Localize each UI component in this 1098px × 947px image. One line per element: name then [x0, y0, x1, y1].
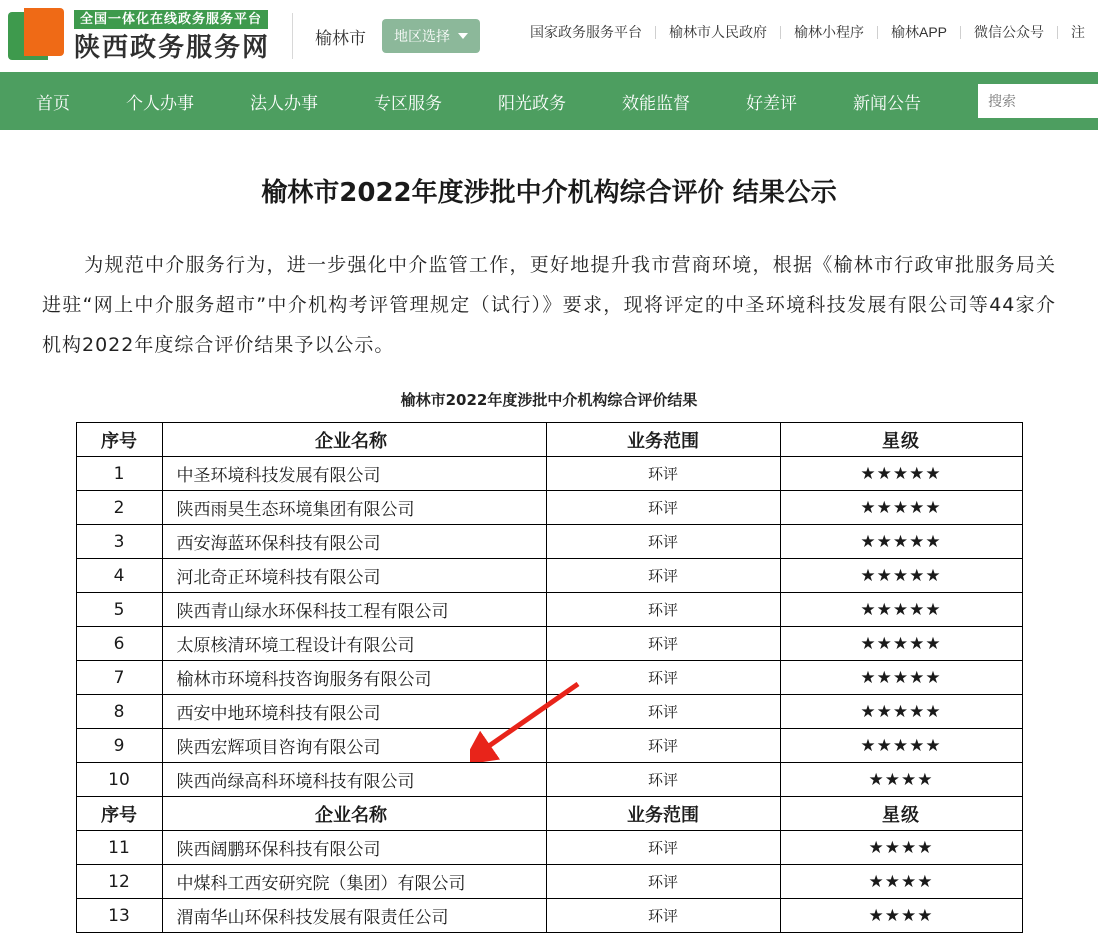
logo-subtitle: 全国一体化在线政务服务平台 — [74, 10, 268, 29]
cell-index: 13 — [76, 899, 162, 933]
table-row — [76, 661, 1022, 695]
cell-company: 太原核清环境工程设计有限公司 — [162, 627, 546, 661]
cell-stars: ★★★★ — [780, 831, 1022, 865]
cell-index: 8 — [76, 695, 162, 729]
header-link-national-platform[interactable]: 国家政务服务平台 — [529, 24, 642, 40]
nav-item-news[interactable]: 新闻公告 — [853, 93, 921, 113]
cell-stars: ★★★★ — [780, 899, 1022, 933]
table-row — [76, 559, 1022, 593]
table-row — [76, 457, 1022, 491]
cell-company: 榆林市环境科技咨询服务有限公司 — [162, 661, 546, 695]
cell-index: 12 — [76, 865, 162, 899]
cell-stars: ★★★★★ — [780, 729, 1022, 763]
nav-item-personal[interactable]: 个人办事 — [126, 93, 194, 113]
logo-icon — [8, 8, 64, 64]
search-input[interactable] — [978, 84, 1098, 118]
table-row — [76, 627, 1022, 661]
current-city-label: 榆林市 — [315, 28, 367, 48]
cell-company: 河北奇正环境科技有限公司 — [162, 559, 546, 593]
col-header-scope: 业务范围 — [546, 797, 780, 831]
chevron-down-icon — [458, 33, 468, 39]
cell-scope: 环评 — [546, 627, 780, 661]
col-header-index: 序号 — [76, 797, 162, 831]
cell-company: 陕西尚绿高科环境科技有限公司 — [162, 763, 546, 797]
header-links — [517, 22, 1098, 42]
nav-item-sunshine-government[interactable]: 阳光政务 — [498, 93, 566, 113]
table-row — [76, 899, 1022, 933]
cell-company: 陕西雨昊生态环境集团有限公司 — [162, 491, 546, 525]
cell-stars: ★★★★ — [780, 763, 1022, 797]
cell-scope: 环评 — [546, 593, 780, 627]
main-navigation — [0, 72, 1098, 130]
cell-company: 中煤科工西安研究院（集团）有限公司 — [162, 865, 546, 899]
header-link-miniprogram[interactable]: 榆林小程序 — [793, 24, 864, 40]
cell-company: 西安中地环境科技有限公司 — [162, 695, 546, 729]
cell-scope: 环评 — [546, 865, 780, 899]
cell-scope: 环评 — [546, 559, 780, 593]
col-header-scope: 业务范围 — [546, 423, 780, 457]
evaluation-results-table — [76, 422, 1023, 933]
cell-company: 陕西宏辉项目咨询有限公司 — [162, 729, 546, 763]
cell-stars: ★★★★★ — [780, 695, 1022, 729]
cell-scope: 环评 — [546, 831, 780, 865]
cell-index: 2 — [76, 491, 162, 525]
col-header-stars: 星级 — [780, 423, 1022, 457]
article-paragraph — [42, 245, 1056, 365]
cell-index: 1 — [76, 457, 162, 491]
cell-scope: 环评 — [546, 491, 780, 525]
cell-scope: 环评 — [546, 525, 780, 559]
header-link-city-government[interactable]: 榆林市人民政府 — [668, 24, 767, 40]
table-header-row-repeat — [76, 797, 1022, 831]
table-row — [76, 763, 1022, 797]
nav-item-efficiency-supervision[interactable]: 效能监督 — [622, 93, 690, 113]
table-row — [76, 831, 1022, 865]
table-row — [76, 593, 1022, 627]
header-link-app[interactable]: 榆林APP — [890, 24, 947, 40]
cell-index: 4 — [76, 559, 162, 593]
cell-scope: 环评 — [546, 729, 780, 763]
cell-stars: ★★★★★ — [780, 559, 1022, 593]
header-link-register[interactable]: 注 — [1071, 24, 1085, 40]
logo-title: 陕西政务服务网 — [74, 31, 271, 62]
cell-company: 陕西青山绿水环保科技工程有限公司 — [162, 593, 546, 627]
cell-index: 11 — [76, 831, 162, 865]
cell-stars: ★★★★★ — [780, 661, 1022, 695]
cell-index: 10 — [76, 763, 162, 797]
cell-scope: 环评 — [546, 457, 780, 491]
cell-company: 陕西阔鹏环保科技有限公司 — [162, 831, 546, 865]
region-select-label: 地区选择 — [394, 28, 451, 44]
cell-stars: ★★★★★ — [780, 491, 1022, 525]
col-header-stars: 星级 — [780, 797, 1022, 831]
nav-item-home[interactable]: 首页 — [36, 93, 70, 113]
region-select-button[interactable] — [382, 19, 480, 53]
page-title: 榆林市2022年度涉批中介机构综合评价 结果公示 — [261, 178, 837, 208]
site-logo[interactable] — [8, 8, 270, 64]
cell-stars: ★★★★★ — [780, 525, 1022, 559]
cell-index: 7 — [76, 661, 162, 695]
cell-index: 5 — [76, 593, 162, 627]
cell-scope: 环评 — [546, 661, 780, 695]
cell-scope: 环评 — [546, 899, 780, 933]
table-row — [76, 865, 1022, 899]
cell-stars: ★★★★★ — [780, 457, 1022, 491]
cell-scope: 环评 — [546, 695, 780, 729]
article-page — [0, 172, 1098, 933]
cell-index: 6 — [76, 627, 162, 661]
col-header-index: 序号 — [76, 423, 162, 457]
col-header-company: 企业名称 — [162, 423, 546, 457]
article-paragraph-text: 为规范中介服务行为，进一步强化中介监管工作，更好地提升我市营商环境，根据《榆林市行政审批服务局关进驻“网上中介服务超市”中介机构考评管理规定（试行）》要求，现将评定的中圣环境科技发展有限公司等44家介机构2022年度综合评价结果予以公示。 — [42, 254, 1056, 356]
table-caption: 榆林市2022年度涉批中介机构综合评价结果 — [400, 391, 698, 409]
nav-item-review[interactable]: 好差评 — [746, 93, 797, 113]
header-divider — [292, 13, 293, 59]
cell-company: 西安海蓝环保科技有限公司 — [162, 525, 546, 559]
top-bar — [0, 0, 1098, 72]
table-row — [76, 525, 1022, 559]
table-row — [76, 491, 1022, 525]
cell-index: 9 — [76, 729, 162, 763]
nav-item-zone-services[interactable]: 专区服务 — [374, 93, 442, 113]
header-link-wechat[interactable]: 微信公众号 — [974, 24, 1044, 40]
cell-stars: ★★★★★ — [780, 627, 1022, 661]
cell-company: 渭南华山环保科技发展有限责任公司 — [162, 899, 546, 933]
nav-item-legal-entity[interactable]: 法人办事 — [250, 93, 318, 113]
table-header-row — [76, 423, 1022, 457]
col-header-company: 企业名称 — [162, 797, 546, 831]
cell-company: 中圣环境科技发展有限公司 — [162, 457, 546, 491]
cell-stars: ★★★★★ — [780, 593, 1022, 627]
cell-scope: 环评 — [546, 763, 780, 797]
cell-index: 3 — [76, 525, 162, 559]
cell-stars: ★★★★ — [780, 865, 1022, 899]
table-row — [76, 695, 1022, 729]
table-row — [76, 729, 1022, 763]
